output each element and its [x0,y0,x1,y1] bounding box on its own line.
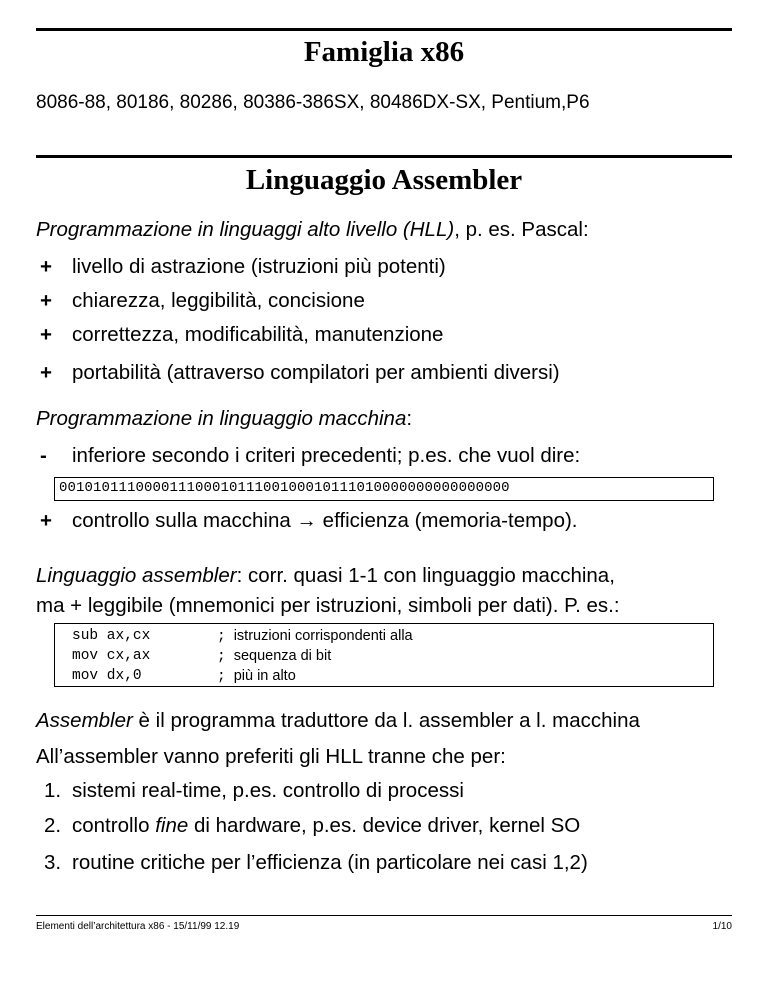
assembler-emph: Assembler [36,709,133,732]
list-number: 1. [44,779,62,802]
title-linguaggio-assembler: Linguaggio Assembler [245,164,523,196]
code-example-box [54,623,714,687]
list-item-text: routine critiche per l’efficienza (in particolare nei casi 1,2) [72,851,588,874]
code-comment [217,647,331,666]
comment-text: sequenza di bit [233,648,332,664]
title-famiglia-x86: Famiglia x86 [303,36,465,68]
assembly-intro [36,564,615,588]
list-item [72,851,588,875]
comment-text: istruzioni corrispondenti alla [233,628,413,644]
bullet-plus: + [40,255,52,278]
footer-rule [36,915,732,916]
code-comment [217,667,296,686]
list-item-text: sistemi real-time, p.es. controllo di processi [72,779,464,802]
comment-marker: ; [217,629,226,645]
machine-item [72,509,578,533]
preferred-intro: All’assembler vanno preferiti gli HLL tranne che per: [36,745,506,768]
list-item-text-end: di hardware, p.es. device driver, kernel SO [188,814,581,837]
hll-item: chiarezza, leggibilità, concisione [72,289,365,312]
machine-intro-rest: : [406,407,413,430]
hll-intro-emph: Programmazione in linguaggi alto livello (HLL) [36,218,455,241]
machine-item-text-end: efficienza (memoria-tempo). [316,509,578,532]
machine-item-text: controllo sulla macchina [72,509,297,532]
processor-list: 8086-88, 80186, 80286, 80386-386SX, 80486DX-SX, Pentium,P6 [36,92,590,113]
list-item [72,779,464,803]
hll-item: portabilità (attraverso compilatori per ambienti diversi) [72,361,560,384]
bullet-plus: + [40,361,52,384]
list-item-text: controllo [72,814,156,837]
list-item-emph: fine [155,814,189,837]
arrow-icon: → [296,509,317,532]
hll-item: livello di astrazione (istruzioni più potenti) [72,255,446,278]
bullet-plus: + [40,509,52,532]
hll-intro-rest: , p. es. Pascal: [454,218,589,241]
bullet-minus: - [40,444,47,467]
bullet-plus: + [40,289,52,312]
bullet-plus: + [40,323,52,346]
assembly-intro-line2: ma + leggibile (mnemonici per istruzioni, simboli per dati). P. es.: [36,594,620,617]
footer-left: Elementi dell’architettura x86 - 15/11/99 12.19 [36,921,240,932]
code-comment [217,627,413,646]
section-rule [36,155,732,158]
comment-text: più in alto [233,668,296,684]
bit-sequence-box [54,477,714,501]
page-number: 1/10 [712,921,732,932]
code-instruction: sub ax,cx [72,628,151,644]
comment-marker: ; [217,649,226,665]
code-instruction: mov cx,ax [72,648,151,664]
assembler-rest: è il programma traduttore da l. assembler a l. macchina [132,709,640,732]
hll-item: correttezza, modificabilità, manutenzione [72,323,444,346]
assembly-intro-emph: Linguaggio assembler [36,564,237,587]
top-rule [36,28,732,31]
machine-intro-emph: Programmazione in linguaggio macchina [36,407,407,430]
hll-intro [36,218,589,242]
code-instruction: mov dx,0 [72,668,142,684]
list-number: 3. [44,851,62,874]
assembly-intro-rest: : corr. quasi 1-1 con linguaggio macchina, [236,564,615,587]
list-number: 2. [44,814,62,837]
comment-marker: ; [217,669,226,685]
assembler-definition [36,709,640,733]
bit-sequence: 00101011100001110001011100100010111010000000000000000 [59,480,510,496]
machine-intro [36,407,412,431]
machine-item: inferiore secondo i criteri precedenti; p.es. che vuol dire: [72,444,581,467]
list-item [72,814,580,838]
